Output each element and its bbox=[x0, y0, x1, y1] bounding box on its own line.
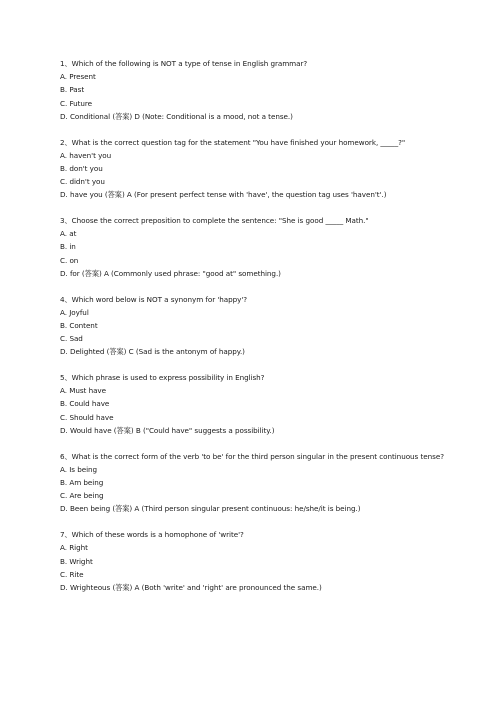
option-d-answer: D. Been being (答案) A (Third person singular present continuous: he/she/it is being.) bbox=[60, 504, 361, 514]
question-4 bbox=[60, 293, 444, 359]
question-stem: 1、Which of the following is NOT a type of tense in English grammar? bbox=[60, 59, 308, 68]
option-b: B. Content bbox=[60, 320, 98, 330]
option-a: A. Is being bbox=[60, 464, 98, 474]
option-d-answer: D. Would have (答案) B ("Could have" suggests a possibility.) bbox=[60, 425, 275, 435]
question-7 bbox=[60, 528, 444, 594]
question-1 bbox=[60, 57, 444, 123]
option-a: A. haven't you bbox=[60, 150, 112, 160]
option-d-answer: D. for (答案) A (Commonly used phrase: "good at" something.) bbox=[60, 268, 281, 278]
option-d-answer: D. Wrighteous (答案) A (Both 'write' and 'right' are pronounced the same.) bbox=[60, 582, 322, 592]
option-b: B. Past bbox=[60, 85, 85, 95]
option-a: A. at bbox=[60, 229, 77, 239]
option-b: B. in bbox=[60, 242, 76, 252]
option-d-answer: D. Delighted (答案) C (Sad is the antonym of happy.) bbox=[60, 347, 245, 357]
option-c: C. Sad bbox=[60, 334, 83, 344]
option-d-answer: D. Conditional (答案) D (Note: Conditional is a mood, not a tense.) bbox=[60, 111, 293, 121]
question-stem: 2、What is the correct question tag for the statement "You have finished your homework, _____?" bbox=[60, 137, 406, 147]
question-5 bbox=[60, 371, 444, 437]
option-b: B. Wright bbox=[60, 556, 93, 566]
question-stem: 6、What is the correct form of the verb 'to be' for the third person singular in the present continuous tense? bbox=[60, 451, 444, 461]
document-page bbox=[60, 57, 444, 607]
option-c: C. on bbox=[60, 255, 79, 265]
question-6 bbox=[60, 450, 444, 516]
option-c: C. didn't you bbox=[60, 177, 105, 187]
option-a: A. Must have bbox=[60, 386, 106, 396]
option-b: B. Could have bbox=[60, 399, 110, 409]
option-c: C. Are being bbox=[60, 491, 104, 501]
question-stem: 7、Which of these words is a homophone of 'write'? bbox=[60, 530, 244, 540]
question-stem: 4、Which word below is NOT a synonym for 'happy'? bbox=[60, 294, 248, 304]
option-c: C. Future bbox=[60, 98, 93, 108]
option-c: C. Should have bbox=[60, 412, 114, 422]
question-2 bbox=[60, 136, 444, 202]
option-a: A. Present bbox=[60, 72, 96, 82]
question-stem: 3、Choose the correct preposition to complete the sentence: "She is good _____ Math." bbox=[60, 216, 369, 226]
question-3 bbox=[60, 214, 444, 280]
option-a: A. Joyful bbox=[60, 307, 89, 317]
option-d-answer: D. have you (答案) A (For present perfect tense with 'have', the question tag uses 'haven't'.) bbox=[60, 190, 387, 200]
option-b: B. Am being bbox=[60, 477, 104, 487]
question-stem: 5、Which phrase is used to express possibility in English? bbox=[60, 373, 265, 383]
option-a: A. Right bbox=[60, 543, 88, 553]
option-c: C. Rite bbox=[60, 569, 84, 579]
option-b: B. don't you bbox=[60, 163, 103, 173]
